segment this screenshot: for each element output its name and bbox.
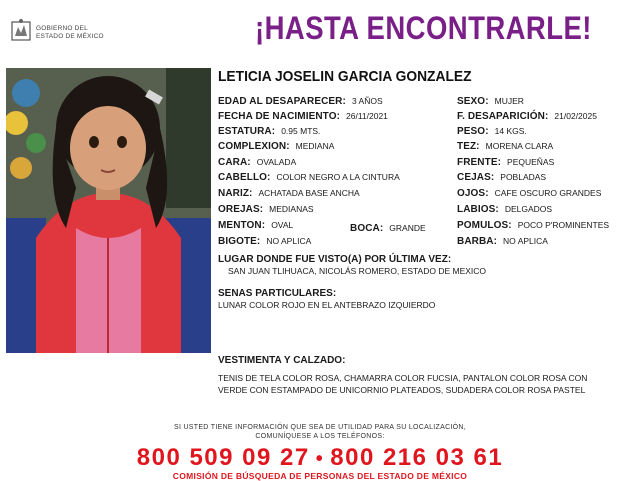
field-eyebrows <box>457 172 546 183</box>
field-label: CEJAS: <box>457 172 495 183</box>
field-mustache <box>218 236 311 247</box>
missing-person-photo <box>6 68 211 353</box>
field-skin <box>457 141 553 152</box>
field-label: TEZ: <box>457 141 480 152</box>
field-label: BIGOTE: <box>218 236 261 247</box>
field-value: OVALADA <box>256 157 297 167</box>
field-label: CABELLO: <box>218 172 271 183</box>
field-value: CAFE OSCURO GRANDES <box>494 188 602 198</box>
field-label: BOCA: <box>350 223 384 234</box>
field-sex <box>457 96 524 107</box>
field-value: GRANDE <box>389 223 426 233</box>
field-birthdate <box>218 111 388 122</box>
field-label: COMPLEXION: <box>218 141 290 152</box>
field-value: MEDIANA <box>295 141 335 151</box>
field-age <box>218 96 383 107</box>
field-value: ACHATADA BASE ANCHA <box>258 188 360 198</box>
field-label: ESTATURA: <box>218 126 276 137</box>
field-nose <box>218 188 360 199</box>
field-value: POCO P'ROMINENTES <box>517 220 610 230</box>
field-value: PEQUEÑAS <box>507 157 555 167</box>
field-face <box>218 157 296 168</box>
field-lips <box>457 204 552 215</box>
notice-line-1: SI USTED TIENE INFORMACIÓN QUE SEA DE UTILIDAD PARA SU LOCALIZACIÓN, <box>173 424 467 431</box>
field-height <box>218 126 320 137</box>
field-forehead <box>457 157 554 168</box>
field-value: MEDIANAS <box>269 204 314 214</box>
field-value: 26/11/2021 <box>346 111 388 121</box>
field-label: NARIZ: <box>218 188 253 199</box>
field-value: NO APLICA <box>503 236 548 246</box>
field-label: FECHA DE NACIMIENTO: <box>218 111 340 122</box>
field-ears <box>218 204 314 215</box>
state-seal-icon <box>10 18 32 44</box>
field-value: 14 KGS. <box>494 126 527 136</box>
logo-line-1: GOBIERNO DEL <box>36 25 88 32</box>
field-label: LABIOS: <box>457 204 499 215</box>
field-value: MUJER <box>494 96 524 106</box>
phone-numbers <box>0 444 640 472</box>
field-value: COLOR NEGRO A LA CINTURA <box>276 172 400 182</box>
field-weight <box>457 126 527 137</box>
field-value: 0.95 MTS. <box>281 126 321 136</box>
field-value: DELGADOS <box>504 204 553 214</box>
field-label: OJOS: <box>457 188 489 199</box>
field-disappearance-date <box>457 111 597 122</box>
clothing-label: VESTIMENTA Y CALZADO: <box>218 355 346 366</box>
logo-text <box>36 25 104 40</box>
clothing-value: TENIS DE TELA COLOR ROSA, CHAMARRA COLOR FUCSIA, PANTALON COLOR ROSA CON VERDE CON ESTAMPADO DE UNICORNIO PLATEADOS, SUDADERA COLOR ROSA PASTEL <box>218 373 588 395</box>
commission-name: COMISIÓN DE BÚSQUEDA DE PERSONAS DEL ESTADO DE MÉXICO <box>172 471 468 481</box>
field-label: EDAD AL DESAPARECER: <box>218 96 346 107</box>
field-label: CARA: <box>218 157 251 168</box>
logo-line-2: ESTADO DE MÉXICO <box>36 32 104 40</box>
field-mouth <box>350 223 426 234</box>
field-cheekbones <box>457 220 609 231</box>
field-value: 21/02/2025 <box>554 111 597 121</box>
field-label: PESO: <box>457 126 489 137</box>
banner-title: ¡HASTA ENCONTRARLE! <box>255 10 592 46</box>
field-label: SEXO: <box>457 96 489 107</box>
field-value: NO APLICA <box>266 236 312 246</box>
field-beard <box>457 236 548 247</box>
field-value: 3 AÑOS <box>351 96 383 106</box>
field-label: BARBA: <box>457 236 498 247</box>
field-value: POBLADAS <box>500 172 547 182</box>
field-label: MENTON: <box>218 220 266 231</box>
phone-separator: • <box>315 448 325 470</box>
last-seen-label: LUGAR DONDE FUE VISTO(A) POR ÚLTIMA VEZ: <box>218 254 452 265</box>
phone-2: 800 216 03 61 <box>330 444 504 471</box>
field-hair <box>218 172 400 183</box>
phone-1: 800 509 09 27 <box>136 444 310 471</box>
field-label: OREJAS: <box>218 204 264 215</box>
last-seen-value: SAN JUAN TLIHUACA, NICOLÁS ROMERO, ESTADO DE MEXICO <box>228 266 487 276</box>
field-complexion <box>218 141 334 152</box>
marks-value: LUNAR COLOR ROJO EN EL ANTEBRAZO IZQUIERDO <box>218 300 436 310</box>
field-value: MORENA CLARA <box>485 141 554 151</box>
person-name: LETICIA JOSELIN GARCIA GONZALEZ <box>218 68 472 85</box>
field-chin <box>218 220 293 231</box>
field-label: F. DESAPARICIÓN: <box>457 111 549 122</box>
marks-label: SENAS PARTICULARES: <box>218 288 337 299</box>
field-eyes <box>457 188 601 199</box>
notice-line-2: COMUNÍQUESE A LOS TELÉFONOS: <box>255 433 385 440</box>
field-value: OVAL <box>271 220 294 230</box>
field-label: POMULOS: <box>457 220 512 231</box>
field-label: FRENTE: <box>457 157 502 168</box>
gobierno-logo <box>10 18 120 48</box>
